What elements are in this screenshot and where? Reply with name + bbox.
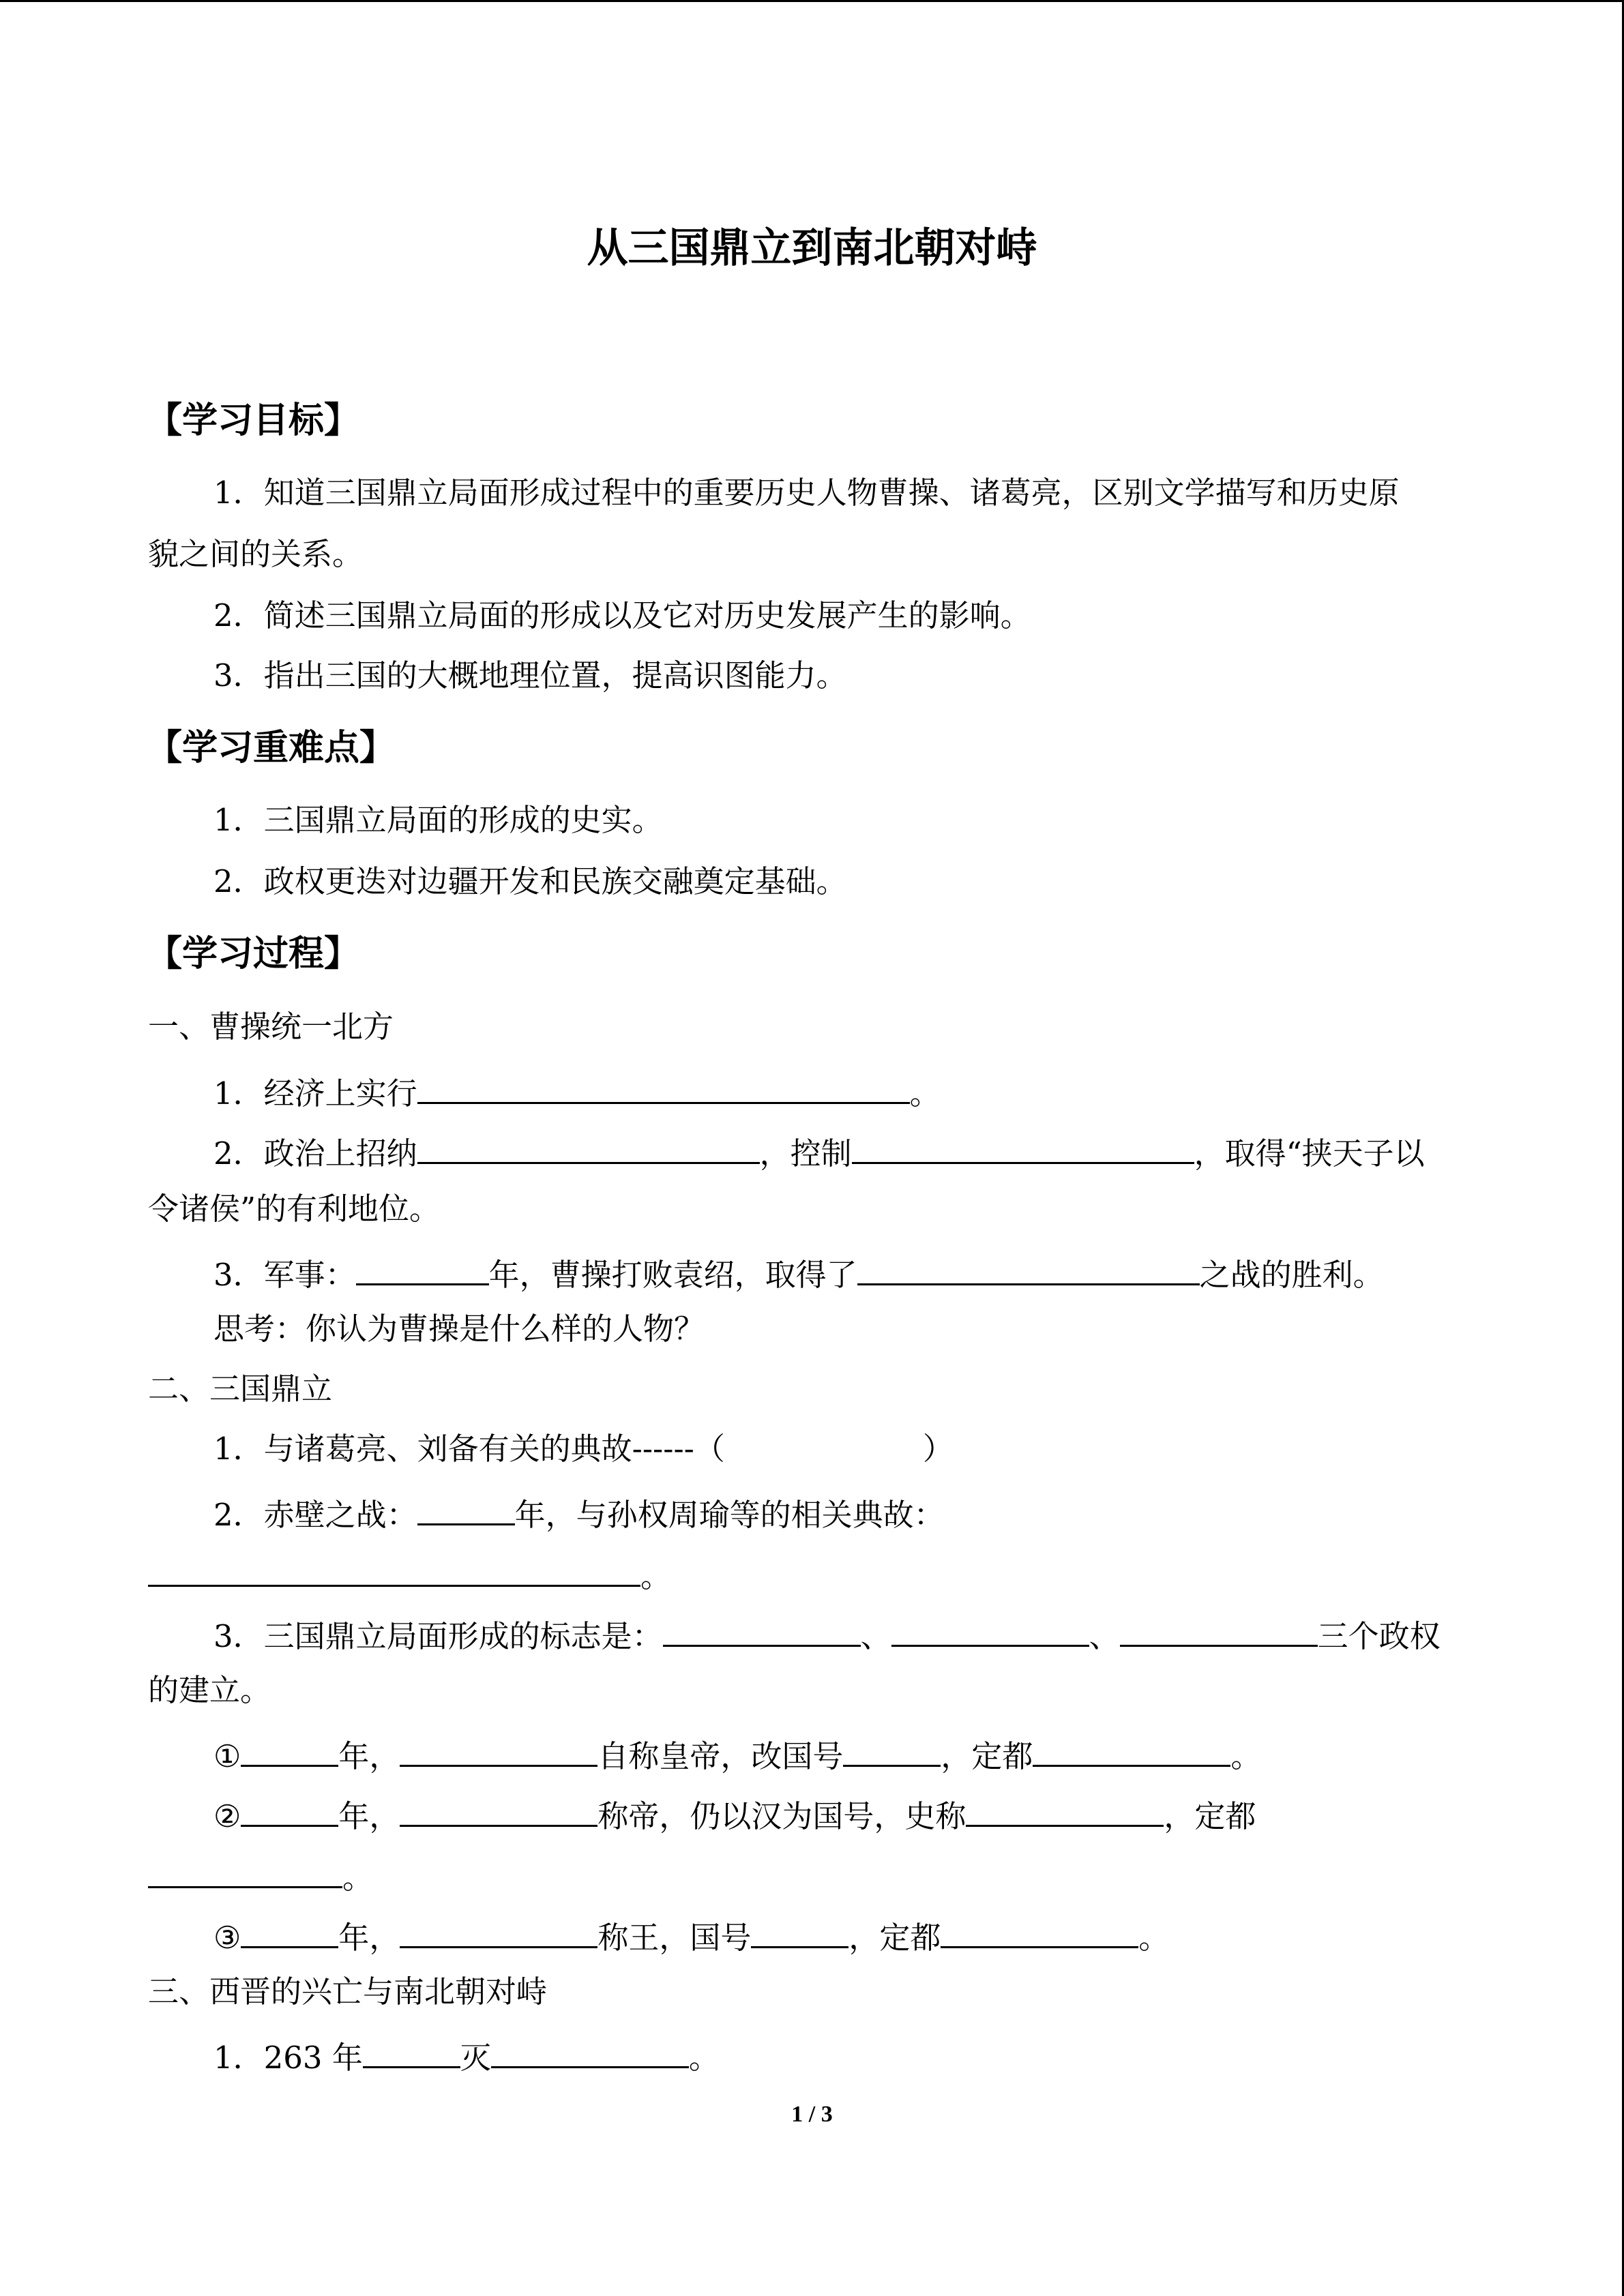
- fill-blank-capital[interactable]: [148, 1856, 342, 1888]
- fill-blank-recruited[interactable]: [417, 1132, 760, 1164]
- goal-1-line-1: 1．知道三国鼎立局面形成过程中的重要历史人物曹操、诸葛亮，区别文学描写和历史原: [213, 475, 1400, 511]
- fill-blank-person[interactable]: [400, 1916, 597, 1948]
- key-point-2: 2．政权更迭对边疆开发和民族交融奠定基础。: [213, 863, 847, 899]
- fill-blank-regime-1[interactable]: [663, 1615, 861, 1647]
- punctuation: 、: [860, 1618, 891, 1654]
- question-text: 3．军事：: [213, 1257, 356, 1293]
- part-1-question-3: [213, 1253, 1384, 1293]
- part-1-heading: 一、曹操统一北方: [148, 1009, 394, 1045]
- question-text: 自称皇帝，改国号: [597, 1738, 844, 1774]
- part-2-question-1: [213, 1431, 954, 1467]
- circled-number: ①: [213, 1738, 241, 1774]
- question-text: 3．三国鼎立局面形成的标志是：: [213, 1618, 663, 1654]
- fill-blank-state-name[interactable]: [751, 1916, 848, 1948]
- punctuation: 。: [1138, 1920, 1170, 1956]
- fill-blank-person[interactable]: [400, 1795, 597, 1827]
- part-1-question-2-line-2: 令诸侯”的有利地位。: [148, 1191, 441, 1227]
- goal-2: 2．简述三国鼎立局面的形成以及它对历史发展产生的影响。: [213, 597, 1031, 633]
- part-1-think: 思考：你认为曹操是什么样的人物？: [213, 1311, 705, 1347]
- circled-number: ③: [213, 1920, 241, 1956]
- question-text: 三个政权: [1317, 1618, 1441, 1654]
- question-text: 年，: [338, 1920, 400, 1956]
- question-text: 1．经济上实行: [213, 1075, 417, 1112]
- fill-blank-conquered[interactable]: [491, 2036, 689, 2068]
- fill-blank-state-name[interactable]: [843, 1735, 941, 1767]
- question-text: 年，: [338, 1798, 400, 1834]
- part-2-question-2: [213, 1493, 945, 1533]
- page-number: 1 / 3: [791, 2102, 833, 2127]
- punctuation: ）: [922, 1431, 954, 1467]
- part-1-question-2: [213, 1132, 1425, 1172]
- fill-blank-regime-2[interactable]: [891, 1615, 1089, 1647]
- fill-blank-year[interactable]: [417, 1493, 515, 1525]
- fill-blank-capital[interactable]: [1033, 1735, 1230, 1767]
- fill-blank-year[interactable]: [356, 1253, 489, 1285]
- punctuation: 。: [342, 1860, 374, 1896]
- circled-number: ②: [213, 1798, 241, 1834]
- question-text: 1．与诸葛亮、刘备有关的典故------（: [213, 1431, 725, 1467]
- part-2-item-2: [213, 1795, 1256, 1832]
- fill-blank-conqueror[interactable]: [363, 2036, 460, 2068]
- part-2-question-2-line-2: [148, 1555, 671, 1592]
- part-2-item-2-line-2: [148, 1856, 374, 1896]
- question-text: ，取得“挟天子以: [1194, 1135, 1425, 1172]
- fill-blank-year[interactable]: [241, 1735, 338, 1767]
- question-text: 年，: [338, 1738, 400, 1774]
- question-text: ，定都: [848, 1920, 941, 1956]
- question-text: ，定都: [1164, 1798, 1256, 1834]
- punctuation: 。: [1230, 1738, 1262, 1774]
- question-text: 灭: [460, 2040, 491, 2076]
- punctuation: 、: [1089, 1618, 1120, 1654]
- fill-blank-year[interactable]: [241, 1795, 338, 1827]
- goal-1-line-2: 貌之间的关系。: [148, 536, 364, 572]
- key-point-1: 1．三国鼎立局面的形成的史实。: [213, 802, 663, 838]
- part-2-item-3: [213, 1916, 1170, 1956]
- question-text: 2．赤壁之战：: [213, 1497, 417, 1533]
- fill-blank-battle[interactable]: [857, 1253, 1200, 1285]
- part-2-question-3-line-2: 的建立。: [148, 1672, 271, 1708]
- fill-blank-allusion[interactable]: [148, 1555, 640, 1587]
- punctuation: 。: [909, 1075, 941, 1112]
- part-3-question-1: [213, 2036, 720, 2076]
- question-text: 年，曹操打败袁绍，取得了: [488, 1257, 857, 1293]
- key-points-heading: 【学习重难点】: [147, 728, 396, 769]
- page-title: 从三国鼎立到南北朝对峙: [587, 224, 1037, 272]
- question-text: 称帝，仍以汉为国号，史称: [597, 1798, 966, 1834]
- question-text: 2．政治上招纳: [213, 1135, 417, 1172]
- page-top-border: [0, 0, 1624, 2]
- part-2-question-3: [213, 1615, 1441, 1652]
- part-2-item-1: [213, 1735, 1261, 1772]
- process-heading: 【学习过程】: [147, 934, 360, 974]
- fill-blank-historical-name[interactable]: [966, 1795, 1164, 1827]
- goal-3: 3．指出三国的大概地理位置，提高识图能力。: [213, 657, 847, 694]
- question-text: 之战的胜利。: [1199, 1257, 1384, 1293]
- fill-blank-person[interactable]: [400, 1735, 597, 1767]
- question-text: 1．263 年: [213, 2040, 363, 2076]
- part-2-heading: 二、三国鼎立: [148, 1371, 333, 1407]
- question-text: ，控制: [759, 1135, 852, 1172]
- punctuation: 。: [688, 2040, 720, 2076]
- question-text: 称王，国号: [597, 1920, 752, 1956]
- question-text: 年，与孙权周瑜等的相关典故：: [514, 1497, 945, 1533]
- fill-blank-capital[interactable]: [941, 1916, 1138, 1948]
- punctuation: 。: [640, 1558, 672, 1594]
- goals-heading: 【学习目标】: [147, 400, 360, 441]
- fill-blank-year[interactable]: [241, 1916, 338, 1948]
- fill-blank-regime-3[interactable]: [1120, 1615, 1318, 1647]
- question-text: ，定都: [941, 1738, 1033, 1774]
- part-3-heading: 三、西晋的兴亡与南北朝对峙: [148, 1973, 548, 2010]
- fill-blank-controlled[interactable]: [852, 1132, 1194, 1164]
- fill-blank-economic-policy[interactable]: [417, 1072, 910, 1104]
- part-1-question-1: [213, 1072, 941, 1112]
